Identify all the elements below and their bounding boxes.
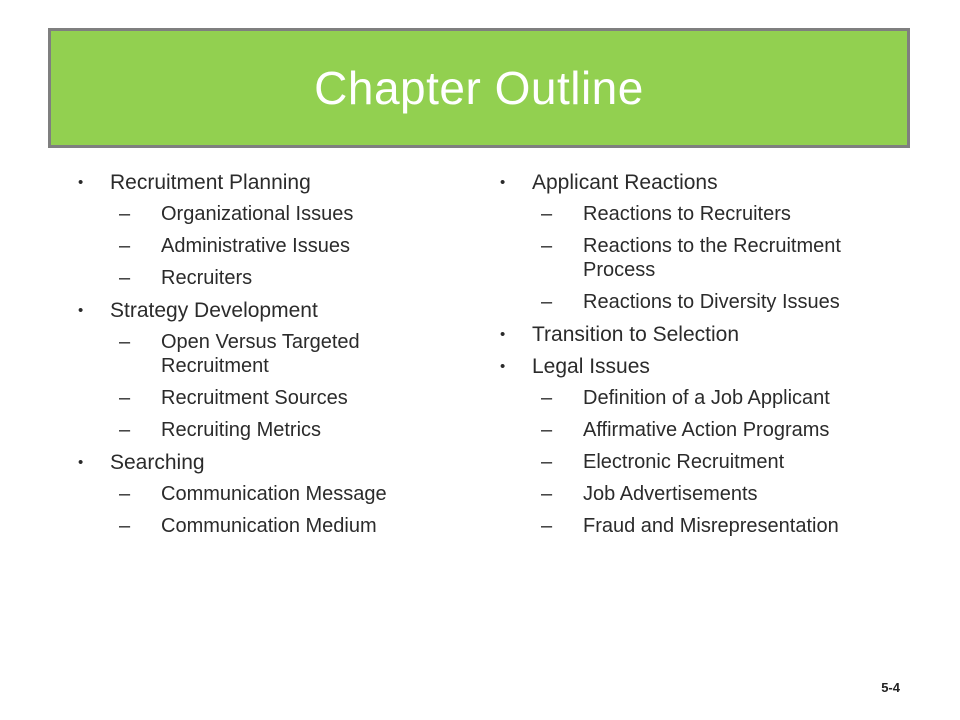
sub-outline-item xyxy=(119,418,468,442)
left-outline-list xyxy=(78,170,468,538)
outline-item-label: Searching xyxy=(110,451,205,474)
dash-icon: – xyxy=(119,267,131,289)
sub-outline-item xyxy=(541,418,910,442)
right-outline-column xyxy=(500,170,910,546)
sub-outline-list xyxy=(110,330,468,442)
bullet-icon: • xyxy=(78,174,84,191)
title-banner xyxy=(48,28,910,148)
sub-outline-list xyxy=(532,202,910,314)
slide-number: 5-4 xyxy=(881,680,900,695)
dash-icon: – xyxy=(119,419,131,441)
sub-outline-item xyxy=(119,514,468,538)
dash-icon: – xyxy=(541,387,553,409)
sub-outline-label: Recruiters xyxy=(161,267,253,289)
sub-outline-label: Organizational Issues xyxy=(161,203,354,225)
sub-outline-label: Recruiting Metrics xyxy=(161,419,322,441)
sub-outline-item xyxy=(541,202,910,226)
bullet-icon: • xyxy=(78,454,84,471)
sub-outline-label: Reactions to Diversity Issues xyxy=(583,291,840,313)
right-outline-list xyxy=(500,170,910,538)
bullet-icon: • xyxy=(500,174,506,191)
sub-outline-item xyxy=(541,386,910,410)
sub-outline-label: Administrative Issues xyxy=(161,235,350,257)
bullet-icon: • xyxy=(500,326,506,343)
sub-outline-item xyxy=(119,386,468,410)
outline-item-label: Transition to Selection xyxy=(532,323,739,346)
outline-item-label: Recruitment Planning xyxy=(110,171,311,194)
outline-item xyxy=(78,450,468,538)
outline-item xyxy=(78,298,468,442)
outline-item xyxy=(500,170,910,314)
dash-icon: – xyxy=(119,203,131,225)
outline-item-label: Applicant Reactions xyxy=(532,171,718,194)
sub-outline-item xyxy=(541,514,910,538)
dash-icon: – xyxy=(541,203,553,225)
outline-item-label: Strategy Development xyxy=(110,299,318,322)
sub-outline-list xyxy=(532,386,910,538)
sub-outline-label: Recruitment Sources xyxy=(161,387,348,409)
sub-outline-label: Job Advertisements xyxy=(583,483,758,505)
dash-icon: – xyxy=(541,419,553,441)
dash-icon: – xyxy=(119,483,131,505)
dash-icon: – xyxy=(541,483,553,505)
outline-item xyxy=(78,170,468,290)
sub-outline-label: Fraud and Misrepresentation xyxy=(583,515,839,537)
outline-item-label: Legal Issues xyxy=(532,355,650,378)
sub-outline-item xyxy=(119,234,468,258)
sub-outline-item xyxy=(119,482,468,506)
dash-icon: – xyxy=(119,235,131,257)
sub-outline-item xyxy=(119,330,468,378)
sub-outline-label: Reactions to Recruiters xyxy=(583,203,791,225)
sub-outline-label: Definition of a Job Applicant xyxy=(583,387,830,409)
sub-outline-item xyxy=(541,234,910,282)
sub-outline-list xyxy=(110,482,468,538)
sub-outline-item xyxy=(119,202,468,226)
dash-icon: – xyxy=(541,515,553,537)
sub-outline-list xyxy=(110,202,468,290)
outline-item xyxy=(500,322,910,348)
slide-title: Chapter Outline xyxy=(314,62,644,114)
sub-outline-label: Communication Message xyxy=(161,483,387,505)
dash-icon: – xyxy=(119,331,131,353)
dash-icon: – xyxy=(541,451,553,473)
dash-icon: – xyxy=(541,291,553,313)
dash-icon: – xyxy=(119,515,131,537)
sub-outline-label: Communication Medium xyxy=(161,515,377,537)
bullet-icon: • xyxy=(78,302,84,319)
dash-icon: – xyxy=(541,235,553,257)
sub-outline-item xyxy=(541,290,910,314)
bullet-icon: • xyxy=(500,358,506,375)
sub-outline-item xyxy=(541,450,910,474)
dash-icon: – xyxy=(119,387,131,409)
sub-outline-label: Open Versus Targeted Recruitment xyxy=(161,331,360,377)
sub-outline-label: Electronic Recruitment xyxy=(583,451,785,473)
sub-outline-label: Reactions to the Recruitment Process xyxy=(583,235,841,281)
sub-outline-item xyxy=(541,482,910,506)
sub-outline-label: Affirmative Action Programs xyxy=(583,419,830,441)
outline-item xyxy=(500,354,910,538)
left-outline-column xyxy=(78,170,468,546)
sub-outline-item xyxy=(119,266,468,290)
